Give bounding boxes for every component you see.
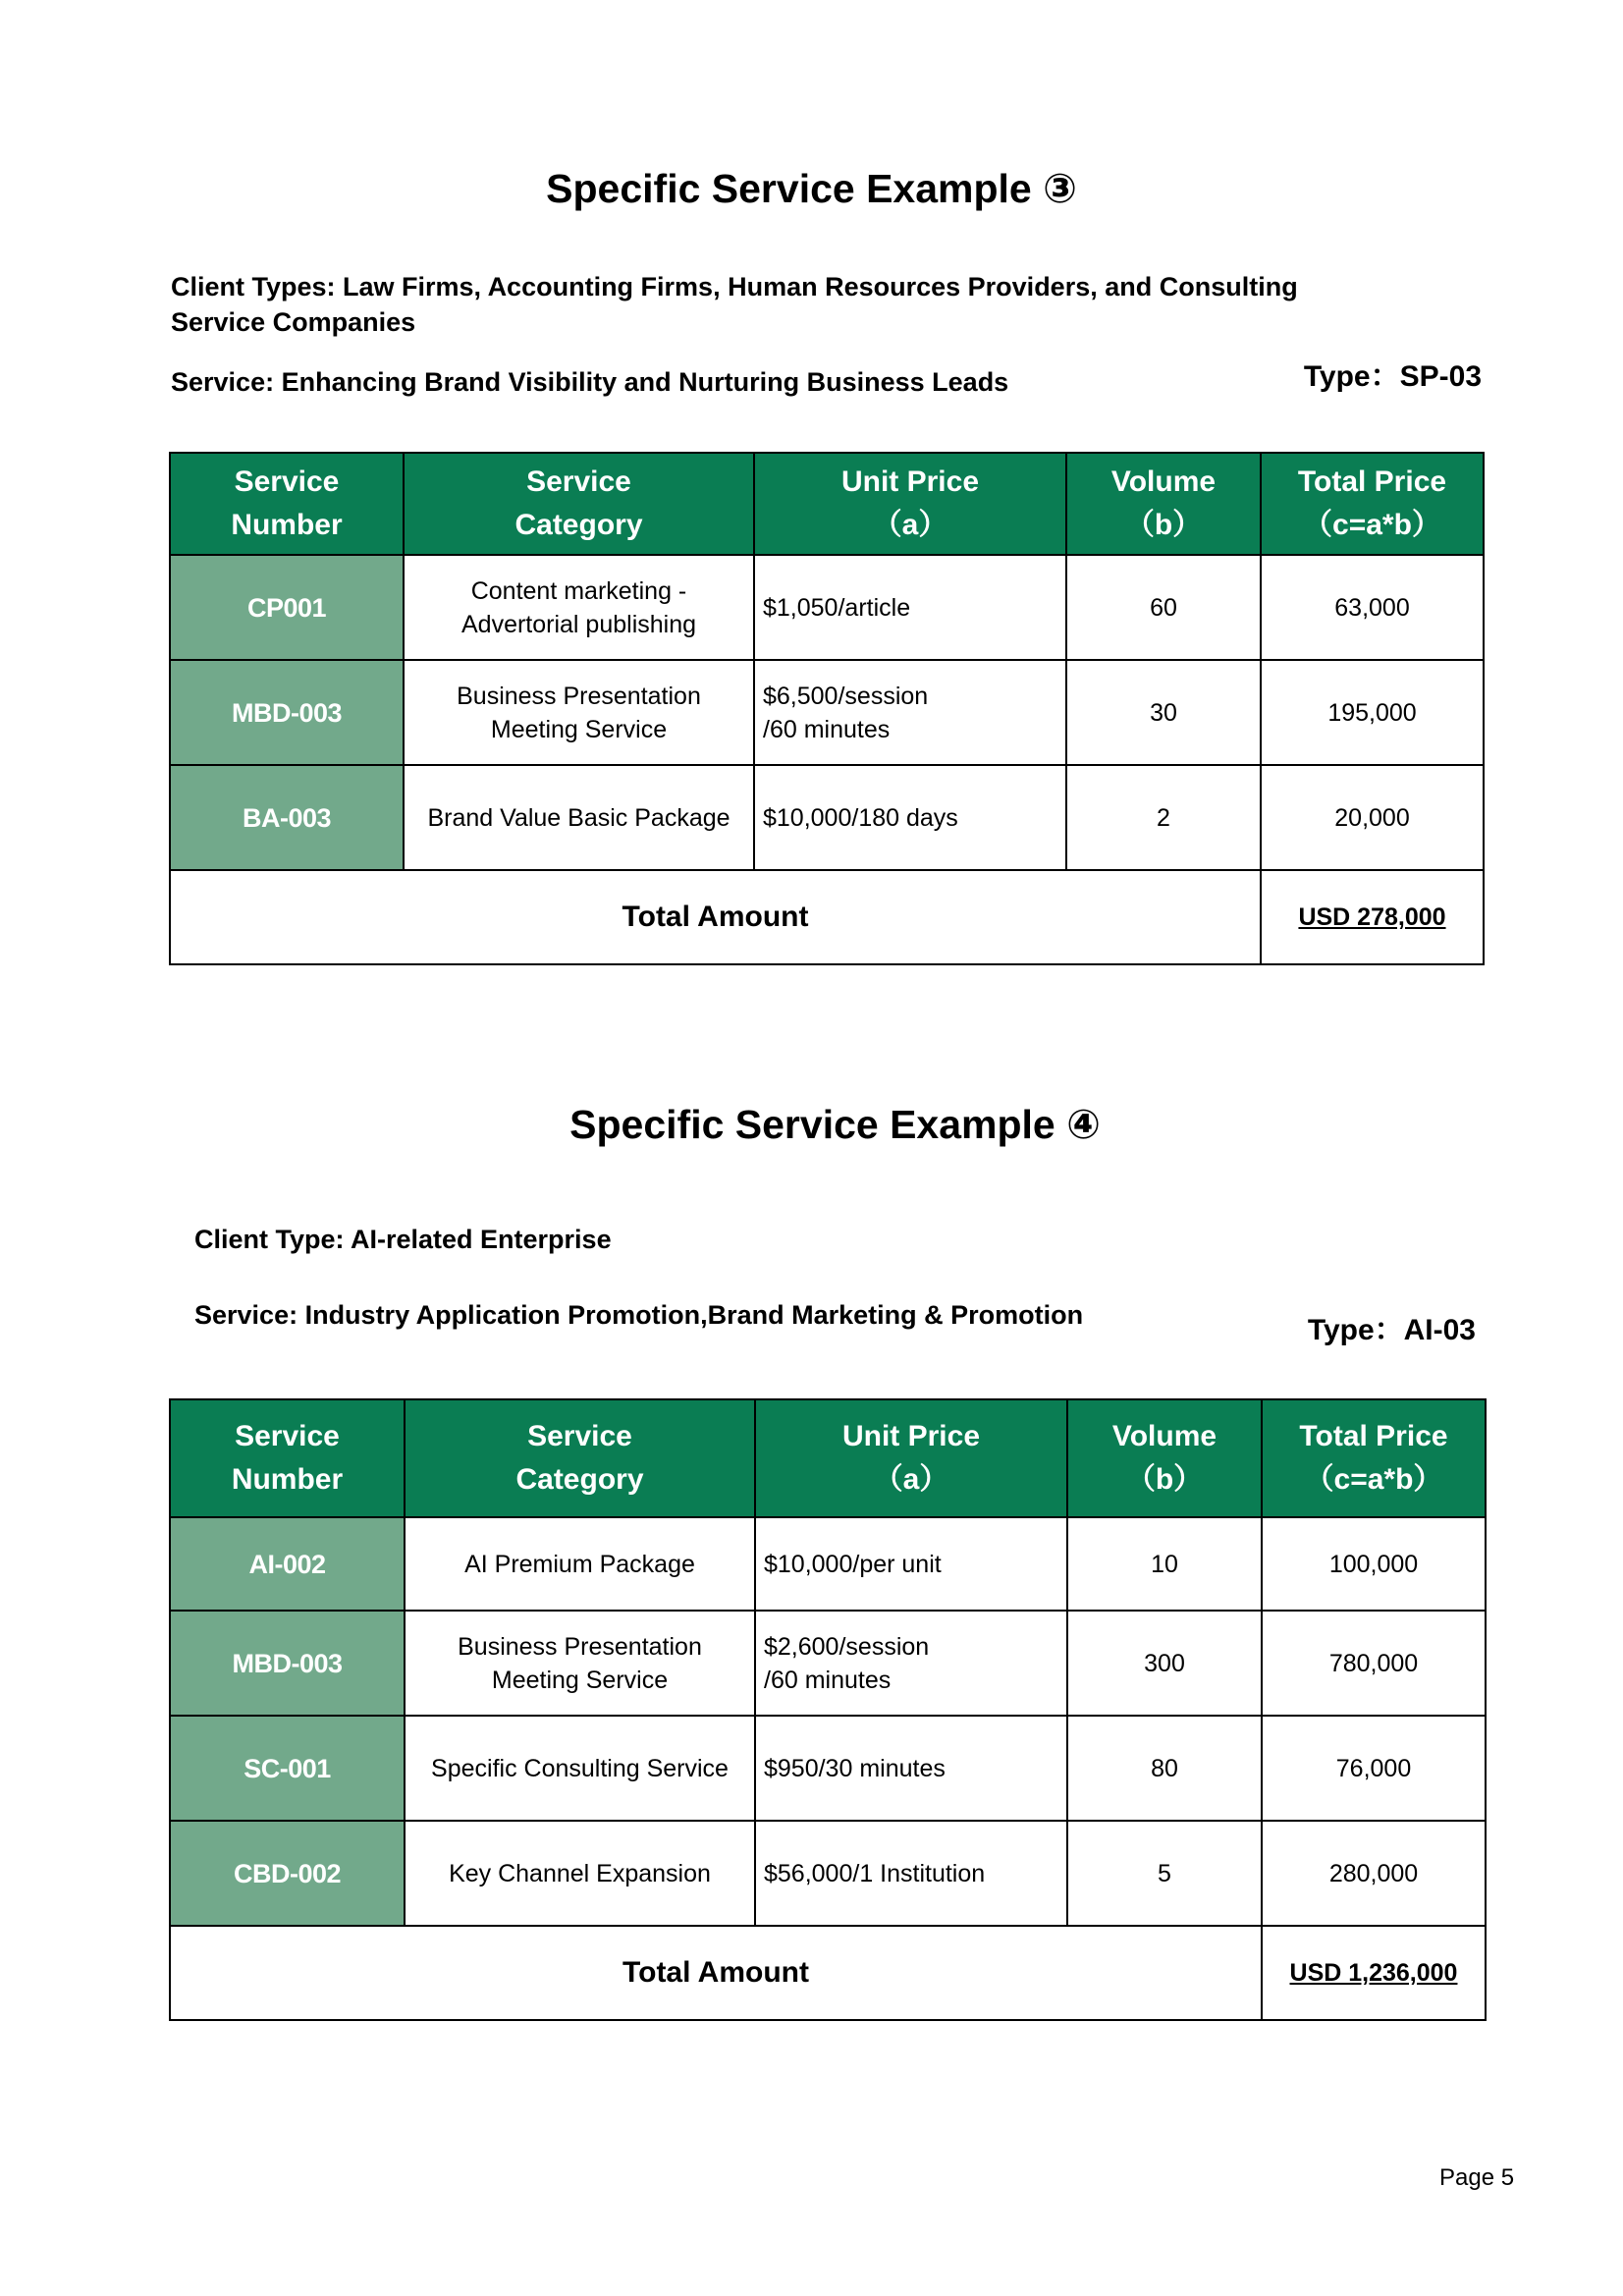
service-number-cell: BA-003	[170, 765, 404, 870]
volume-cell: 300	[1067, 1611, 1262, 1716]
service-category-cell: Specific Consulting Service	[405, 1716, 755, 1821]
example4-service: Service: Industry Application Promotion,Brand Marketing & Promotion	[194, 1300, 1084, 1330]
header-volume: Volume （b）	[1066, 453, 1261, 555]
total-price-cell: 63,000	[1261, 555, 1484, 660]
volume-cell: 30	[1066, 660, 1261, 765]
unit-price-cell: $950/30 minutes	[755, 1716, 1067, 1821]
volume-cell: 5	[1067, 1821, 1262, 1926]
service-number-cell: AI-002	[170, 1517, 405, 1611]
example3-title: Specific Service Example ③	[546, 166, 1077, 211]
service-category-cell: Business Presentation Meeting Service	[404, 660, 754, 765]
example3-client-types: Client Types: Law Firms, Accounting Firms, Human Resources Providers, and Consulting Service Companies	[171, 272, 1298, 337]
example3-service: Service: Enhancing Brand Visibility and Nurturing Business Leads	[171, 367, 1009, 397]
volume-cell: 10	[1067, 1517, 1262, 1611]
total-amount-label: Total Amount	[170, 870, 1261, 964]
example4-title: Specific Service Example ④	[569, 1102, 1101, 1147]
unit-price-cell: $56,000/1 Institution	[755, 1821, 1067, 1926]
table-header-row	[170, 1399, 1486, 1517]
unit-price-cell: $1,050/article	[754, 555, 1066, 660]
total-price-cell: 195,000	[1261, 660, 1484, 765]
service-number-cell: CBD-002	[170, 1821, 405, 1926]
service-category-cell: Business Presentation Meeting Service	[405, 1611, 755, 1716]
header-service-number: Service Number	[170, 453, 404, 555]
table-header-row	[170, 453, 1484, 555]
header-total-price: Total Price （c=a*b）	[1261, 453, 1484, 555]
total-row	[170, 870, 1484, 964]
unit-price-cell: $6,500/session /60 minutes	[754, 660, 1066, 765]
total-amount-value: USD 1,236,000	[1262, 1926, 1486, 2020]
service-number-cell: SC-001	[170, 1716, 405, 1821]
service-number-cell: CP001	[170, 555, 404, 660]
unit-price-cell: $10,000/180 days	[754, 765, 1066, 870]
header-volume: Volume （b）	[1067, 1399, 1262, 1517]
service-category-cell: Brand Value Basic Package	[404, 765, 754, 870]
total-price-cell: 20,000	[1261, 765, 1484, 870]
header-service-number: Service Number	[170, 1399, 405, 1517]
total-amount-value: USD 278,000	[1261, 870, 1484, 964]
volume-cell: 80	[1067, 1716, 1262, 1821]
total-price-cell: 280,000	[1262, 1821, 1486, 1926]
service-category-cell: AI Premium Package	[405, 1517, 755, 1611]
example4-client-type: Client Type: AI-related Enterprise	[194, 1225, 612, 1254]
service-category-cell: Content marketing - Advertorial publishing	[404, 555, 754, 660]
table-row	[170, 1821, 1486, 1926]
header-unit-price: Unit Price （a）	[755, 1399, 1067, 1517]
header-service-category: Service Category	[405, 1399, 755, 1517]
unit-price-cell: $2,600/session /60 minutes	[755, 1611, 1067, 1716]
total-amount-label: Total Amount	[170, 1926, 1262, 2020]
header-total-price: Total Price （c=a*b）	[1262, 1399, 1486, 1517]
table-row	[170, 1611, 1486, 1716]
table-row	[170, 555, 1484, 660]
unit-price-cell: $10,000/per unit	[755, 1517, 1067, 1611]
example4-type: Type：AI-03	[1307, 1314, 1476, 1346]
table-row	[170, 660, 1484, 765]
service-category-cell: Key Channel Expansion	[405, 1821, 755, 1926]
total-price-cell: 100,000	[1262, 1517, 1486, 1611]
total-price-cell: 780,000	[1262, 1611, 1486, 1716]
total-price-cell: 76,000	[1262, 1716, 1486, 1821]
service-number-cell: MBD-003	[170, 1611, 405, 1716]
table-row	[170, 765, 1484, 870]
total-row	[170, 1926, 1486, 2020]
volume-cell: 2	[1066, 765, 1261, 870]
page-number: Page 5	[1439, 2164, 1515, 2191]
example4-table	[169, 1398, 1487, 2021]
volume-cell: 60	[1066, 555, 1261, 660]
table-row	[170, 1716, 1486, 1821]
service-number-cell: MBD-003	[170, 660, 404, 765]
header-unit-price: Unit Price （a）	[754, 453, 1066, 555]
header-service-category: Service Category	[404, 453, 754, 555]
example3-type: Type：SP-03	[1303, 360, 1482, 393]
table-row	[170, 1517, 1486, 1611]
example3-table	[169, 452, 1485, 965]
